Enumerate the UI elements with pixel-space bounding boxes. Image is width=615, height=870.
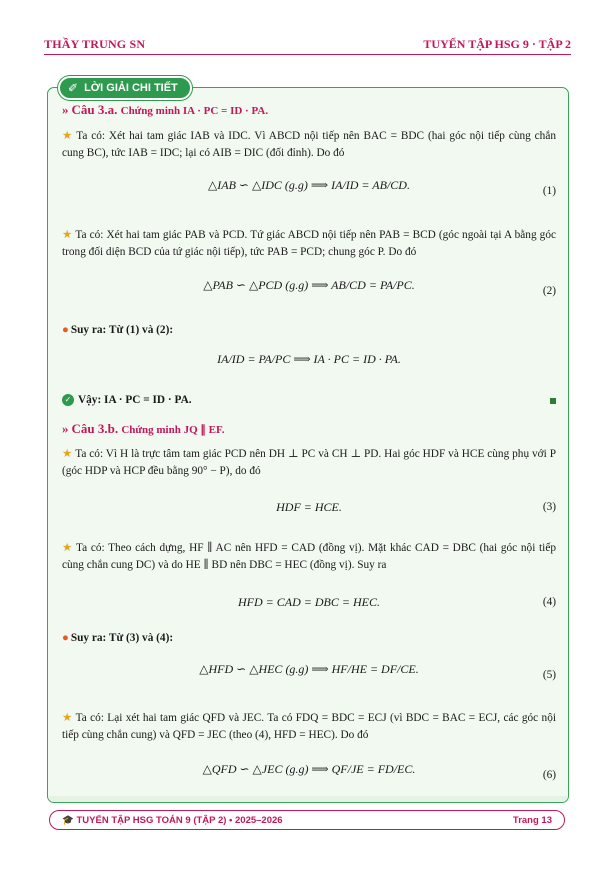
chevron-right-icon: » [62,102,69,117]
equation-2: △PAB ∽ △PCD (g.g) ⟹ AB/CD = PA/PC. (2) [203,278,556,297]
footer-title: 🎓 TUYỂN TẬP HSG TOÁN 9 (TẬP 2) • 2025–2026 [62,815,283,826]
pen-icon: ✐ [68,81,79,95]
graduation-cap-icon: 🎓 [62,815,74,826]
bulb-icon: ● [62,632,69,644]
paragraph-3: ★ Ta có: Vì H là trực tâm tam giác PCD nên DH ⊥ PC và CH ⊥ PD. Hai góc HDF và HCE cùng phụ với P (góc HDP và HCP đều bằng 90° − P), do đó [62,448,556,477]
star-icon: ★ [62,130,74,142]
paragraph-1: ★ Ta có: Xét hai tam giác IAB và IDC. Vì ABCD nội tiếp nên BAC = BDC (hai góc nội tiếp cùng chắn cung BC), tức IAB = IDC; lại có AIB = DIC (đối đỉnh). Do đó [62,130,556,159]
check-circle-icon: ✓ [62,394,74,406]
inference-1: ● Suy ra: Từ (1) và (2): [62,324,174,336]
equation-4: HDF = HCE. (3) [276,500,556,514]
equation-3: IA/ID = PA/PC ⟹ IA · PC = ID · PA. [217,352,401,366]
solution-tag [58,76,192,100]
star-icon: ★ [62,712,73,724]
page-number: Trang 13 [512,815,552,826]
bulb-icon: ● [62,324,69,336]
equation-6: △HFD ∽ △HEC (g.g) ⟹ HF/HE = DF/CE. (5) [199,662,556,681]
header-divider [44,54,571,55]
equation-5: HFD = CAD = DBC = HEC. (4) [238,595,556,609]
paragraph-2: ★ Ta có: Xét hai tam giác PAB và PCD. Tứ giác ABCD nội tiếp nên PAB = BCD (góc ngoài tại A bằng góc trong đối diện BCD của tứ giác nội tiếp), tức PAB = PCD; chung góc P. Do đó [62,229,556,258]
equation-7: △QFD ∽ △JEC (g.g) ⟹ QF/JE = FD/EC. (6) [202,762,556,781]
question-3a-heading: » Câu 3.a. Chứng minh IA · PC = ID · PA. [62,102,269,117]
header-author: THẦY TRUNG SN [44,37,146,51]
conclusion-3a: ✓ Vậy: IA · PC = ID · PA. [62,392,556,409]
question-3b-heading: » Câu 3.b. Chứng minh JQ ∥ EF. [62,421,225,436]
qed-square [550,398,556,404]
star-icon: ★ [62,229,73,241]
paragraph-5: ★ Ta có: Lại xét hai tam giác QFD và JEC. Ta có FDQ = BDC = ECJ (vì BDC = BAC = ECJ, các góc nội tiếp cùng chắn cung) và QFD = JEC (theo (4), HFD = HEC). Do đó [62,712,556,741]
header-series: TUYỂN TẬP HSG 9 · TẬP 2 [423,37,571,51]
chevron-right-icon: » [62,421,69,436]
page-footer [49,810,565,830]
star-icon: ★ [62,448,73,460]
inference-2: ● Suy ra: Từ (3) và (4): [62,632,174,644]
paragraph-4: ★ Ta có: Theo cách dựng, HF ∥ AC nên HFD = CAD (đồng vị). Mặt khác CAD = DBC (hai góc nội tiếp cùng chắn cung DC) và do HE ∥ BD nên DBC = HEC (đồng vị). Suy ra [62,542,556,571]
solution-tag-label: LỜI GIẢI CHI TIẾT [84,82,178,94]
equation-1: △IAB ∽ △IDC (g.g) ⟹ IA/ID = AB/CD. (1) [208,178,556,197]
star-icon: ★ [62,542,74,554]
